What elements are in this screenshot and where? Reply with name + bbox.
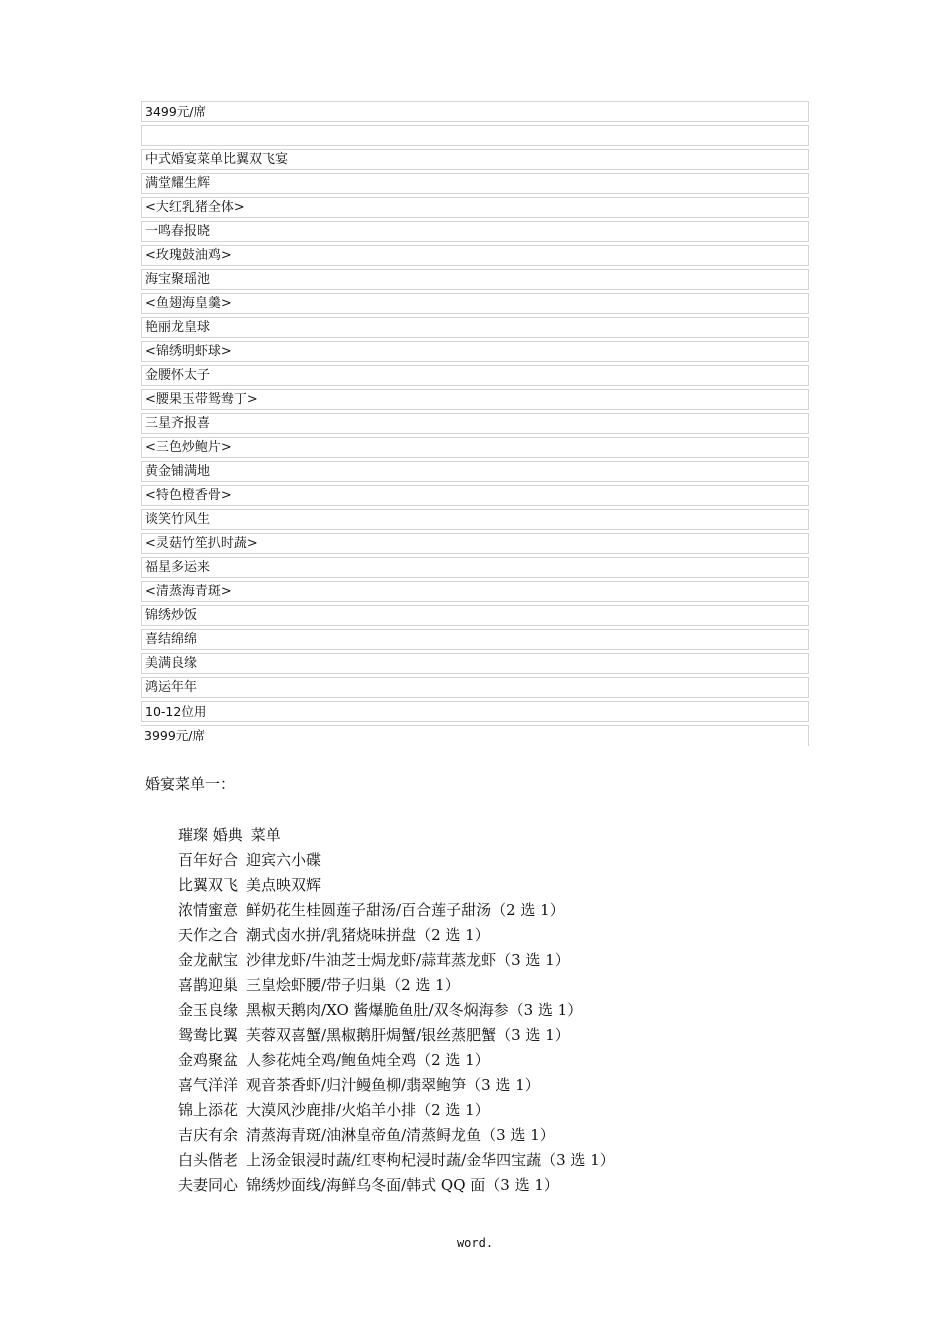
course-dish: 清蒸海青斑/油淋皇帝鱼/清蒸鲟龙鱼（3 选 1） [246, 1126, 555, 1144]
course-dish: 潮式卤水拼/乳猪烧味拼盘（2 选 1） [246, 926, 490, 944]
table-row: 满堂耀生辉 [141, 173, 809, 194]
course-name: 金龙献宝 [178, 951, 239, 969]
course-dish: 菜单 [250, 826, 281, 844]
table-row: 喜结绵绵 [141, 629, 809, 650]
table-row: 一鸣春报晓 [141, 221, 809, 242]
list-item [178, 1148, 615, 1173]
table-row: 海宝聚瑶池 [141, 269, 809, 290]
list-item [178, 948, 615, 973]
table-row: 艳丽龙皇球 [141, 317, 809, 338]
table-row: 美满良缘 [141, 653, 809, 674]
course-name: 锦上添花 [178, 1101, 239, 1119]
course-name: 喜气洋洋 [178, 1076, 239, 1094]
page-footer: word. [456, 1236, 494, 1250]
course-dish: 三皇烩虾腰/带子归巢（2 选 1） [246, 976, 460, 994]
course-dish: 美点映双辉 [246, 876, 322, 894]
course-name: 金玉良缘 [178, 1001, 239, 1019]
course-dish: 芙蓉双喜蟹/黑椒鹅肝焗蟹/银丝蒸肥蟹（3 选 1） [246, 1026, 570, 1044]
table-row: 谈笑竹风生 [141, 509, 809, 530]
list-item [178, 923, 615, 948]
table-row: <锦绣明虾球> [141, 341, 809, 362]
list-item [178, 1073, 615, 1098]
table-row: <鱼翅海皇羹> [141, 293, 809, 314]
table-row: <大红乳猪全体> [141, 197, 809, 218]
table-row: 福星多运来 [141, 557, 809, 578]
course-dish: 上汤金银浸时蔬/红枣枸杞浸时蔬/金华四宝蔬（3 选 1） [246, 1151, 615, 1169]
list-item [178, 998, 615, 1023]
table-row: 3499元/席 [141, 101, 809, 122]
list-item [178, 1173, 615, 1198]
list-item [178, 973, 615, 998]
table-row: 10-12位用 [141, 701, 809, 722]
course-name: 吉庆有余 [178, 1126, 239, 1144]
table-row: <三色炒鲍片> [141, 437, 809, 458]
table-row [141, 125, 809, 146]
course-name: 浓情蜜意 [178, 901, 239, 919]
table-row: <玫瑰鼓油鸡> [141, 245, 809, 266]
course-name: 白头偕老 [178, 1151, 239, 1169]
course-name: 比翼双飞 [178, 876, 239, 894]
table-row: 金腰怀太子 [141, 365, 809, 386]
table-row: <腰果玉带鸳鸯丁> [141, 389, 809, 410]
list-item [178, 873, 615, 898]
table-row: 黄金铺满地 [141, 461, 809, 482]
course-dish: 迎宾六小碟 [246, 851, 322, 869]
course-dish: 观音茶香虾/归汁鳗鱼柳/翡翠鲍笋（3 选 1） [246, 1076, 540, 1094]
list-item [178, 823, 615, 848]
section-title: 婚宴菜单一： [145, 775, 236, 793]
course-name: 百年好合 [178, 851, 239, 869]
table-row: 鸿运年年 [141, 677, 809, 698]
table-row: <灵菇竹笙扒时蔬> [141, 533, 809, 554]
course-name: 喜鹊迎巢 [178, 976, 239, 994]
menu-list [178, 823, 615, 1198]
course-name: 金鸡聚盆 [178, 1051, 239, 1069]
course-name: 璀璨 婚典 [178, 826, 243, 844]
list-item [178, 898, 615, 923]
list-item [178, 1023, 615, 1048]
course-name: 天作之合 [178, 926, 239, 944]
menu-table [141, 101, 809, 749]
course-dish: 沙律龙虾/牛油芝士焗龙虾/蒜茸蒸龙虾（3 选 1） [246, 951, 570, 969]
list-item [178, 1098, 615, 1123]
list-item [178, 848, 615, 873]
course-dish: 大漠风沙鹿排/火焰羊小排（2 选 1） [246, 1101, 490, 1119]
course-dish: 鲜奶花生桂圆莲子甜汤/百合莲子甜汤（2 选 1） [246, 901, 565, 919]
course-name: 夫妻同心 [178, 1176, 239, 1194]
course-dish: 人参花炖全鸡/鲍鱼炖全鸡（2 选 1） [246, 1051, 490, 1069]
table-row: <特色橙香骨> [141, 485, 809, 506]
list-item [178, 1048, 615, 1073]
course-dish: 锦绣炒面线/海鲜乌冬面/韩式 QQ 面（3 选 1） [246, 1176, 559, 1194]
table-row: 三星齐报喜 [141, 413, 809, 434]
table-row: 中式婚宴菜单比翼双飞宴 [141, 149, 809, 170]
course-name: 鸳鸯比翼 [178, 1026, 239, 1044]
table-row: <清蒸海青斑> [141, 581, 809, 602]
course-dish: 黑椒天鹅肉/XO 酱爆脆鱼肚/双冬焖海参（3 选 1） [246, 1001, 583, 1019]
table-row: 3999元/席 [141, 725, 809, 746]
list-item [178, 1123, 615, 1148]
table-row: 锦绣炒饭 [141, 605, 809, 626]
